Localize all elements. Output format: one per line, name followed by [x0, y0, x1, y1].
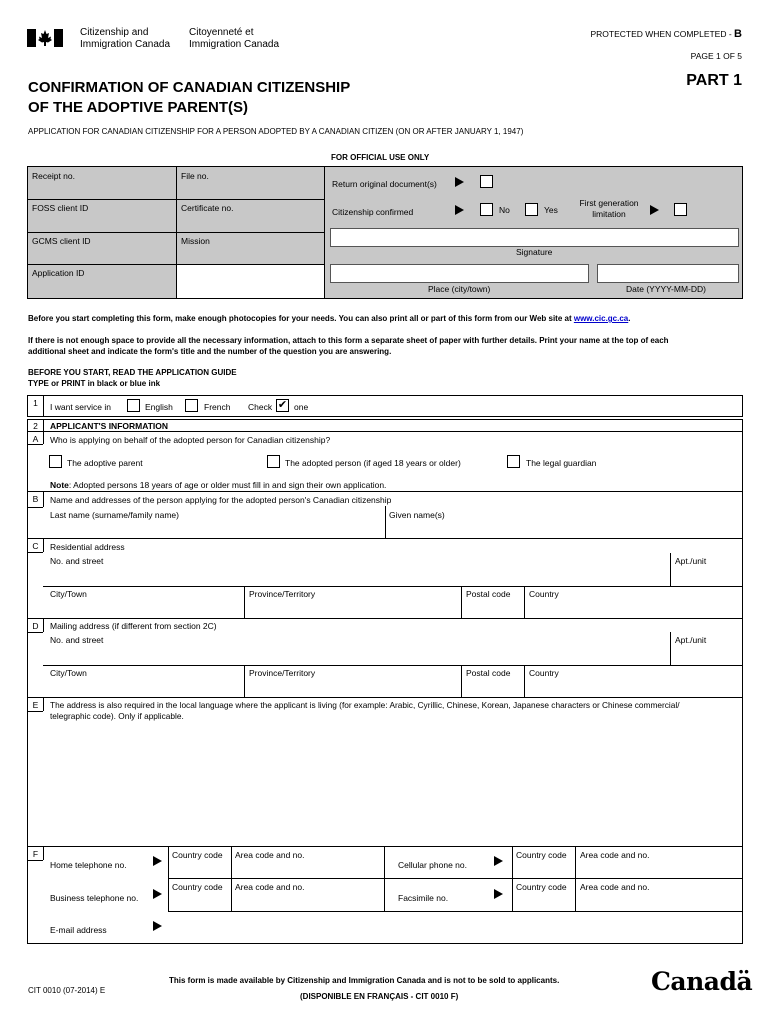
res-apt-field[interactable]: [671, 553, 742, 585]
space-instruction: If there is not enough space to provide all the necessary information, attach to this form a separate sheet of paper with further details. Print your name at the top of each additional sheet and indicate the form's title and the number of the question you are answering.: [28, 336, 669, 356]
cell-phone-label: Cellular phone no.: [398, 860, 467, 870]
section-b-letter: B: [32, 494, 39, 504]
canada-flag-logo: [27, 29, 63, 47]
section-c-letter: C: [32, 541, 39, 551]
mail-street-field[interactable]: [44, 632, 670, 664]
mail-apt-label: Apt./unit: [675, 635, 707, 645]
business-country-code-field[interactable]: [169, 879, 231, 910]
legal-guardian-checkbox[interactable]: [507, 455, 520, 468]
french-availability: (DISPONIBLE EN FRANÇAIS - CIT 0010 F): [300, 992, 459, 1001]
adopted-person-checkbox[interactable]: [267, 455, 280, 468]
home-country-code-label: Country code: [172, 850, 223, 860]
cell-area-code-label: Area code and no.: [580, 850, 650, 860]
question-2-number: 2: [33, 421, 38, 431]
website-link[interactable]: www.cic.gc.ca: [573, 314, 629, 323]
signature-label: Signature: [516, 247, 553, 257]
home-phone-field[interactable]: [232, 847, 384, 878]
english-label: English: [145, 402, 173, 412]
email-field[interactable]: [169, 912, 742, 943]
arrow-right-icon: [494, 889, 503, 899]
res-postal-label: Postal code: [466, 589, 511, 599]
canada-wordmark: Canadä: [651, 967, 753, 996]
home-country-code-field[interactable]: [169, 847, 231, 878]
given-names-label: Given name(s): [389, 510, 445, 520]
french-label: French: [204, 402, 231, 412]
signature-field[interactable]: [330, 228, 739, 247]
adoptive-parent-checkbox[interactable]: [49, 455, 62, 468]
applicant-info-title: APPLICANT'S INFORMATION: [50, 421, 169, 431]
mail-province-field[interactable]: [245, 666, 461, 697]
gcms-label: GCMS client ID: [32, 236, 91, 246]
res-country-field[interactable]: [525, 587, 742, 618]
mission-label: Mission: [181, 236, 210, 246]
arrow-right-icon: [153, 889, 162, 899]
fax-country-code-field[interactable]: [513, 879, 575, 910]
business-country-code-label: Country code: [172, 882, 223, 892]
place-field[interactable]: [330, 264, 589, 283]
mail-city-label: City/Town: [50, 668, 87, 678]
res-street-label: No. and street: [50, 556, 104, 566]
fax-country-code-label: Country code: [516, 882, 567, 892]
section-a-letter: A: [32, 434, 39, 444]
business-phone-field[interactable]: [232, 879, 384, 910]
section-f-letter: F: [32, 849, 39, 859]
section-d-letter: D: [32, 621, 39, 631]
cell-country-code-label: Country code: [516, 850, 567, 860]
english-checkbox[interactable]: [127, 399, 140, 412]
first-gen-checkbox[interactable]: [674, 203, 687, 216]
check-example-box: ✔: [277, 399, 288, 411]
not-for-sale-notice: This form is made available by Citizenship and Immigration Canada and is not to be sold to applicants.: [169, 976, 560, 985]
business-phone-label: Business telephone no.: [50, 893, 139, 903]
one-label: one: [294, 402, 309, 412]
home-phone-label: Home telephone no.: [50, 860, 127, 870]
dept-name-en: Citizenship and Immigration Canada: [80, 27, 171, 50]
confirmed-yes-checkbox[interactable]: [525, 203, 538, 216]
place-label: Place (city/town): [428, 284, 491, 294]
home-area-code-label: Area code and no.: [235, 850, 305, 860]
first-gen-label: First generation limitation: [579, 198, 639, 219]
arrow-right-icon: [650, 205, 659, 215]
last-name-field[interactable]: [44, 506, 385, 537]
foss-label: FOSS client ID: [32, 203, 89, 213]
adoptive-parent-label: The adoptive parent: [67, 458, 143, 468]
arrow-right-icon: [153, 856, 162, 866]
res-postal-field[interactable]: [462, 587, 524, 618]
res-province-field[interactable]: [245, 587, 461, 618]
official-use-title: FOR OFFICIAL USE ONLY: [331, 153, 430, 162]
arrow-right-icon: [153, 921, 162, 931]
protected-notice: PROTECTED WHEN COMPLETED - B: [590, 28, 742, 40]
page-number: PAGE 1 OF 5: [690, 51, 742, 61]
local-language-address-field[interactable]: [44, 724, 742, 845]
file-label: File no.: [181, 171, 209, 181]
cell-phone-field[interactable]: [576, 847, 742, 878]
date-field[interactable]: [597, 264, 739, 283]
return-docs-checkbox[interactable]: [480, 175, 493, 188]
date-label: Date (YYYY-MM-DD): [626, 284, 706, 294]
confirmed-no-checkbox[interactable]: [480, 203, 493, 216]
application-id-field[interactable]: [177, 265, 324, 298]
page-title: CONFIRMATION OF CANADIAN CITIZENSHIP OF THE ADOPTIVE PARENT(S): [28, 79, 351, 116]
local-language-instruction: The address is also required in the local language where the applicant is living (for example: Arabic, Cyrillic, Chinese, Korean, Japanese characters or Chinese commercial/ telegraphic code). Only if applicable.: [50, 700, 680, 721]
official-use-panel: [27, 166, 743, 299]
mail-postal-field[interactable]: [462, 666, 524, 697]
mail-postal-label: Postal code: [466, 668, 511, 678]
residential-address-title: Residential address: [50, 542, 125, 552]
email-label: E-mail address: [50, 925, 107, 935]
res-province-label: Province/Territory: [249, 589, 316, 599]
adopted-person-label: The adopted person (if aged 18 years or older): [285, 458, 461, 468]
arrow-right-icon: [455, 177, 464, 187]
arrow-right-icon: [455, 205, 464, 215]
guide-instruction: BEFORE YOU START, READ THE APPLICATION GUIDE TYPE or PRINT in black or blue ink: [28, 368, 237, 388]
service-language-label: I want service in: [50, 402, 111, 412]
cell-country-code-field[interactable]: [513, 847, 575, 878]
photocopies-instruction: Before you start completing this form, make enough photocopies for your needs. You can also print all or part of this form from our Web site at www.cic.gc.ca.: [28, 314, 631, 323]
confirmed-no-label: No: [499, 205, 510, 215]
res-apt-label: Apt./unit: [675, 556, 707, 566]
adoption-note: Note: Adopted persons 18 years of age or older must fill in and sign their own application.: [50, 480, 387, 490]
check-label: Check: [248, 402, 273, 412]
application-id-label: Application ID: [32, 268, 85, 278]
mail-city-field[interactable]: [44, 666, 244, 697]
receipt-label: Receipt no.: [32, 171, 75, 181]
business-area-code-label: Area code and no.: [235, 882, 305, 892]
res-city-field[interactable]: [44, 587, 244, 618]
mail-country-label: Country: [529, 668, 559, 678]
citizenship-confirmed-label: Citizenship confirmed: [332, 207, 414, 217]
fax-label: Facsimile no.: [398, 893, 449, 903]
dept-name-fr: Citoyenneté et Immigration Canada: [189, 27, 280, 50]
certificate-label: Certificate no.: [181, 203, 234, 213]
given-names-field[interactable]: [386, 506, 742, 537]
question-1-number: 1: [33, 398, 38, 408]
form-id: CIT 0010 (07-2014) E: [28, 986, 106, 995]
page-subtitle: APPLICATION FOR CANADIAN CITIZENSHIP FOR A PERSON ADOPTED BY A CANADIAN CITIZEN (ON OR AFTER JANUARY 1, 1947): [28, 127, 524, 136]
res-street-field[interactable]: [44, 553, 670, 585]
french-checkbox[interactable]: [185, 399, 198, 412]
section-e-letter: E: [32, 700, 39, 710]
section-a-question: Who is applying on behalf of the adopted person for Canadian citizenship?: [50, 435, 331, 445]
confirmed-yes-label: Yes: [544, 205, 558, 215]
maple-leaf-icon: [27, 29, 63, 47]
mail-apt-field[interactable]: [671, 632, 742, 664]
mailing-address-title: Mailing address (if different from section 2C): [50, 621, 217, 631]
res-city-label: City/Town: [50, 589, 87, 599]
fax-field[interactable]: [576, 879, 742, 910]
part-label: PART 1: [686, 72, 742, 89]
mail-street-label: No. and street: [50, 635, 104, 645]
section-b-question: Name and addresses of the person applying for the adopted person's Canadian citizenship: [50, 495, 392, 505]
return-docs-label: Return original document(s): [332, 179, 437, 189]
res-country-label: Country: [529, 589, 559, 599]
mail-country-field[interactable]: [525, 666, 742, 697]
legal-guardian-label: The legal guardian: [526, 458, 597, 468]
last-name-label: Last name (surname/family name): [50, 510, 179, 520]
fax-area-code-label: Area code and no.: [580, 882, 650, 892]
mail-province-label: Province/Territory: [249, 668, 316, 678]
arrow-right-icon: [494, 856, 503, 866]
